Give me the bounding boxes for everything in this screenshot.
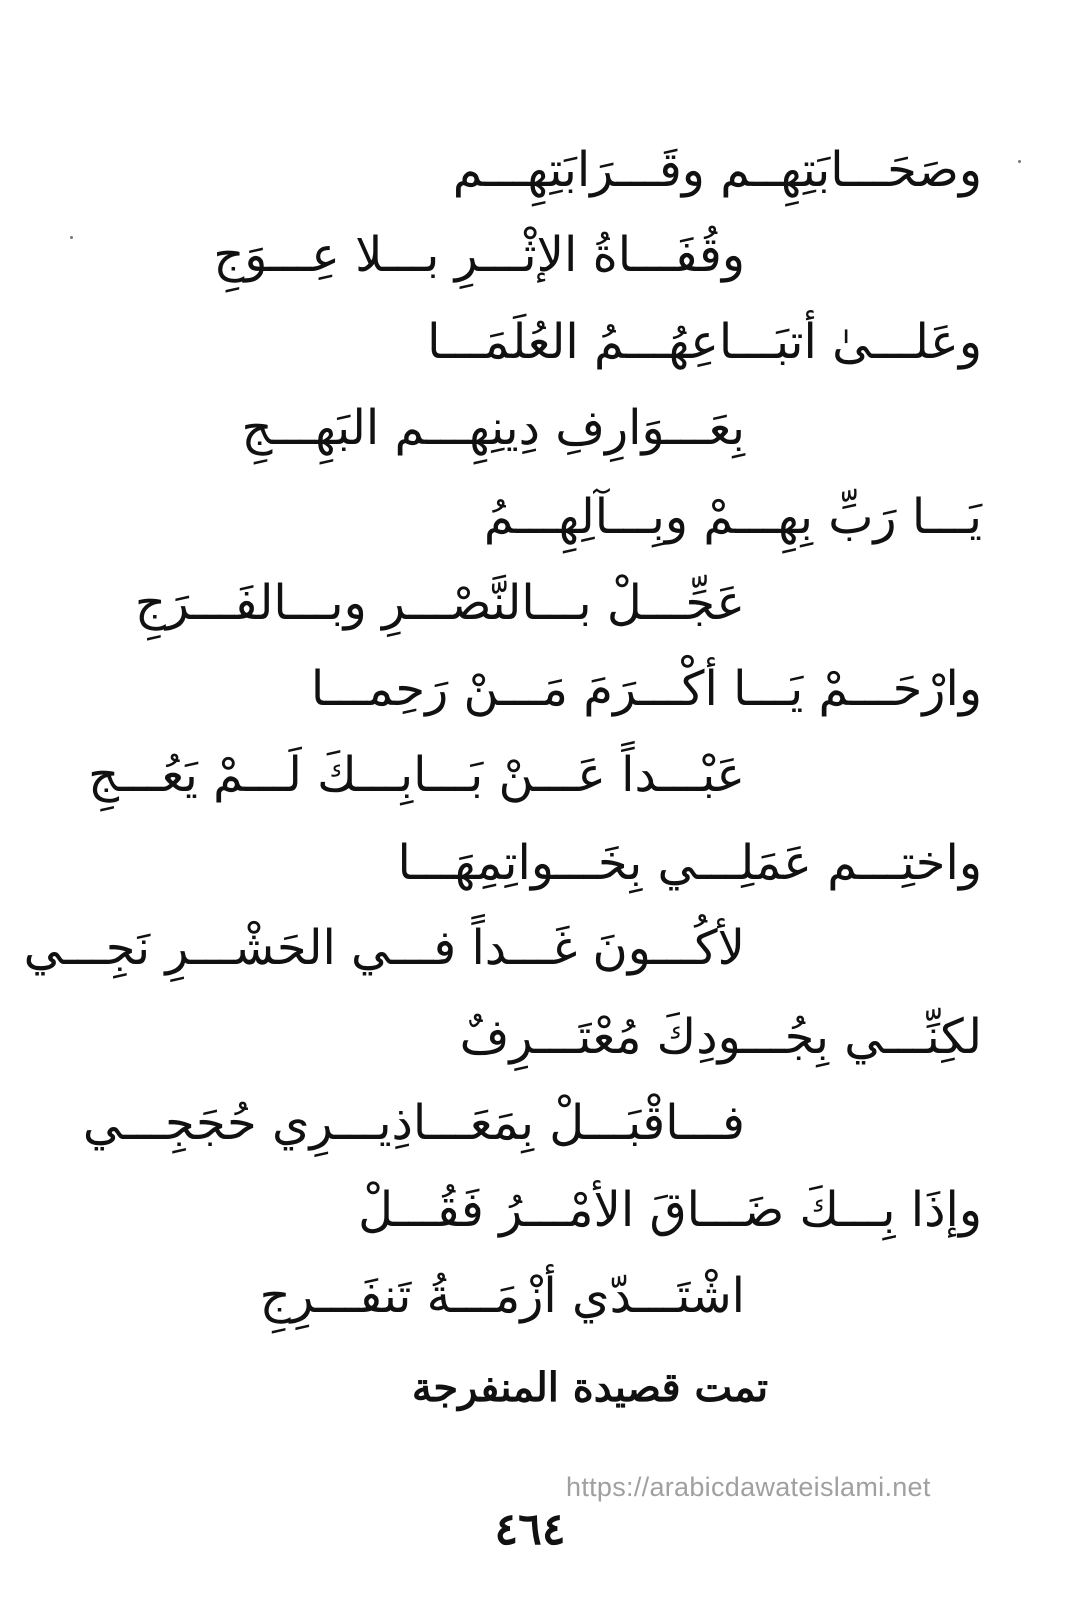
scan-speck: [1018, 160, 1021, 163]
poem-line-1: وصَحَـــابَتِهِــم وقَـــرَابَتِهِـــم: [452, 142, 982, 198]
poem-closing-title: [0, 1360, 1070, 1416]
poem-line-12: فـــاقْبَـــلْ بِمَعَـــاذِيـــرِي حُجَجِـــي: [82, 1095, 745, 1151]
poem-line-3: وعَلـــىٰ أتبَـــاعِهُـــمُ العُلَمَـــا: [427, 314, 982, 370]
poem-line-11: لكِنِّـــي بِجُـــودِكَ مُعْتَـــرِفٌ: [459, 1009, 982, 1065]
poem-line-14: اشْتَـــدّي أزْمَـــةُ تَنفَـــرِجِ: [259, 1268, 745, 1324]
poem-line-4: بِعَـــوَارِفِ دِينِهِـــم البَهِـــجِ: [241, 400, 745, 456]
page-number: ٤٦٤: [494, 1504, 566, 1555]
poem-closing-text: تمت قصيدة المنفرجة: [411, 1364, 769, 1411]
poem-line-2: وقُفَـــاةُ الإثْـــرِ بـــلا عِـــوَجِ: [213, 227, 745, 283]
website-watermark: https://arabicdawateislami.net: [566, 1472, 931, 1502]
scan-speck: [70, 236, 73, 239]
poem-line-5: يَـــا رَبِّ بِهِـــمْ وبِـــآلِهِـــمُ: [483, 489, 982, 545]
poem-line-10: لأكُـــونَ غَـــداً فـــي الحَشْـــرِ نَجِـــي: [23, 920, 745, 976]
poem-line-6: عَجِّـــلْ بـــالنَّصْـــرِ وبـــالفَـــرَجِ: [134, 575, 745, 631]
poem-line-7: وارْحَـــمْ يَـــا أكْـــرَمَ مَـــنْ رَحِمـــا: [310, 661, 982, 717]
poem-line-13: وإذَا بِـــكَ ضَـــاقَ الأمْـــرُ فَقُـــلْ: [358, 1182, 982, 1238]
poem-line-9: واختِـــم عَمَلِـــي بِخَـــواتِمِهَـــا: [397, 835, 982, 891]
poem-line-8: عَبْـــداً عَـــنْ بَـــابِـــكَ لَـــمْ يَعُـــجِ: [88, 747, 745, 803]
